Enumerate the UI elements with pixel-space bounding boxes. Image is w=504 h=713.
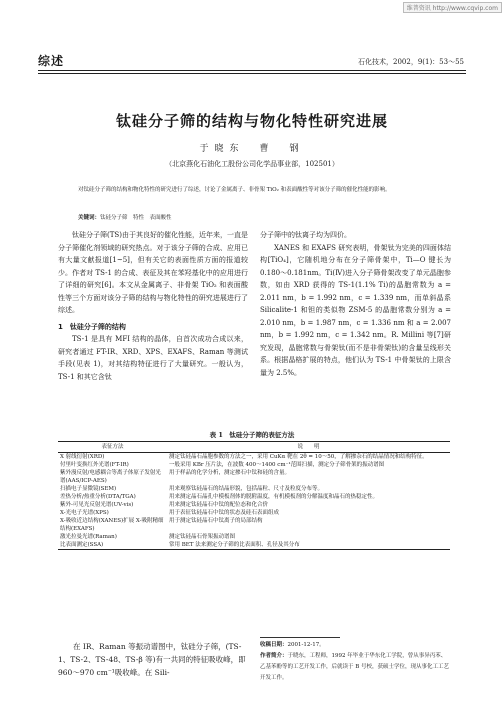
keywords-label: 关键词： [78,215,101,221]
body-left-column [58,229,248,383]
affiliation: （北京燕化石油化工股份公司化学品事业部，102501） [165,160,339,168]
description-cell: 用于测定钛硅晶石中钛离子的局部结构 [169,518,263,524]
table-row [58,501,450,509]
method-cell: 差热分析/热重分析(DTA/TGA) [60,494,136,500]
footnote [260,640,451,684]
description-cell: 测定钛硅晶石骨架振动谱图 [169,534,236,540]
footnote-rule [260,637,340,638]
section-label: 综述 [38,54,65,68]
description-cell: 常用 BET 法来测定分子筛的比表面积、孔径及其分布 [167,541,450,550]
table-row [58,493,450,501]
paragraph: 钛硅分子筛(TS)由于其良好的催化性能，近年来，一直是分子筛催化剂领域的研究热点。对于该分子筛的合成、应用已有大量文献报道[1~5]，但有关它的表面性质方面的报道较少。作者对 TS-1 的合成、表征及其在苯羟基化中的应用进行了详细的研究[6]。本文从金属离子、非骨架 TiO₂ 和表面酸性等三个方面对该分子筛的结构与物化特性的研究进展进行了综述。 [58,231,248,314]
table-header: 说 明 [167,442,450,453]
description-cell: 用于表征钛硅晶石中钛的状态及硅石表面组成 [169,510,280,516]
keywords-text: 钛硅分子筛 特性 表面酸性 [100,215,172,221]
characterization-table [58,441,450,550]
author-bio-text: 于晓东，工程师，1992 年毕业于华东化工学院，曾从事异丙苯、乙基苯酚等的工艺开发工作，后就读于 B 号校，获硕士学位，现从事化工工艺开发工作。 [260,653,450,681]
table-row [58,461,450,469]
method-cell: 付里叶变换红外光谱(FT-IR) [60,462,129,468]
abstract: 对钛硅分子筛的结构和物化特性的研究进行了综述，讨论了金属离子、非骨架 TiO₂ 和表面酸性等对该分子筛的催化性能的影响。 [78,187,391,193]
keywords [78,213,426,221]
method-cell: 激光拉曼光谱(Raman) [60,534,117,540]
paragraph: 在 IR、Raman 等振动谱图中，钛硅分子筛，(TS-1、TS-2、TS-48、TS-β 等)有一共同的特征吸收峰，即 960～970 cm⁻¹吸收峰。在 Sili- [58,642,246,677]
received-label: 收稿日期： [260,642,288,648]
table-row [58,485,450,493]
method-cell: X-光电子光谱(XPS) [60,510,109,516]
paper-title: 钛硅分子筛的结构与物化特性研究进展 [115,112,388,130]
watermark: 维普资讯 http://www.cqvip.com [403,2,502,13]
table-row [58,509,450,517]
method-cell: 紫外-可见光反射光谱(UV-vis) [60,502,134,508]
received-line [260,640,451,651]
table-row [58,453,450,462]
table-row [58,469,450,485]
table-row [58,541,450,550]
journal-citation: 石化技术，2002，9(1)：53～55 [358,58,464,66]
method-cell: 比表面测定(SSA) [58,541,167,550]
method-cell: 紫外漫反射/电感耦合等离子体原子发射光谱(AAS/ICP-AES) [60,470,161,484]
paragraph: 分子筛中的钛离子均为四价。 [260,231,351,239]
paragraph: TS-1 是具有 MFI 结构的晶体，自首次成功合成以来，研究者通过 FT-IR、XRD、XPS、EXAFS、Raman 等测试手段(见表 1)，对其结构特征进行了大量研究。一般认为，TS-1 和其它含钛 [58,335,248,381]
section-heading: 1 钛硅分子筛的结构 [58,322,126,331]
header-rule-thin [38,73,466,74]
author-bio-label: 作者简介： [260,653,288,659]
table-caption: 表 1 钛硅分子筛的表征方法 [209,431,295,439]
method-cell: 扫描电子显微镜(SEM) [60,486,117,492]
method-cell: X 射线衍射(XRD) [60,454,105,460]
body-right-column [260,229,451,379]
description-cell: 用来观察钛硅晶石的结晶形貌，包括晶粒、尺寸及粒度分布等。 [169,486,324,492]
author-bio [260,651,451,684]
description-cell: 用来测定钛硅晶石中钛的配位态和化合价 [169,502,269,508]
description-cell: 测定钛硅晶石晶胞参数的方法之一，采用 CuKα 靶在 2θ = 10～50，了解掺杂石的结晶情况和结构特征。 [169,454,428,460]
table-row [58,517,450,533]
paragraph: XANES 和 EXAFS 研究表明，骨架钛为完美的四面体结构[TiO₄]，它随机地分布在分子筛骨架中，Ti—O 键长为 0.180～0.181nm。Ti(Ⅳ)进入分子筛骨架改变了单元晶胞参数，如由 XRD 获得的 TS-1(1.1% Ti)的晶胞常数为 a = 2.011 nm，b = 1.992 nm，c = 1.339 nm，而单斜晶系 Silicalite-1 和钽的类似物 ZSM-5 的晶胞常数分别为 a = 2.010 nm，b = 1.987 nm，c = 1.336 nm 和 a = 2.007 nm，b = 1.992 nm，c = 1.342 nm。R. Millini 等[7]研究发现，晶胞常数与骨架钛(而不是非骨架钛)的含量呈线形关系。根据晶格扩展的特点，他们认为 TS-1 中骨架钛的上限含量为 2.5%。 [260,243,451,377]
description-cell: 用来测定晶石晶孔中模板剂体的脱附温度，有机模板剂的分解温度和晶石的热稳定性。 [169,494,379,500]
table-row [58,533,450,541]
table-header: 表征方法 [58,442,167,453]
method-cell: X-吸收近边结构(XANES)扩展 X-吸附精细结构(EXAFS) [60,518,164,532]
authors: 于晓东 曹 钢 [199,144,305,154]
description-cell: 一般采用 KBr 压片法，在波数 400～1400 cm⁻¹范围扫描，测定分子筛骨架的振动谱图 [169,462,385,468]
received-date: 2001-12-17。 [287,642,325,648]
description-cell: 用于样品的化学分析，测定掺石中钛和硅的含量。 [169,470,291,476]
header-rule [38,70,466,71]
